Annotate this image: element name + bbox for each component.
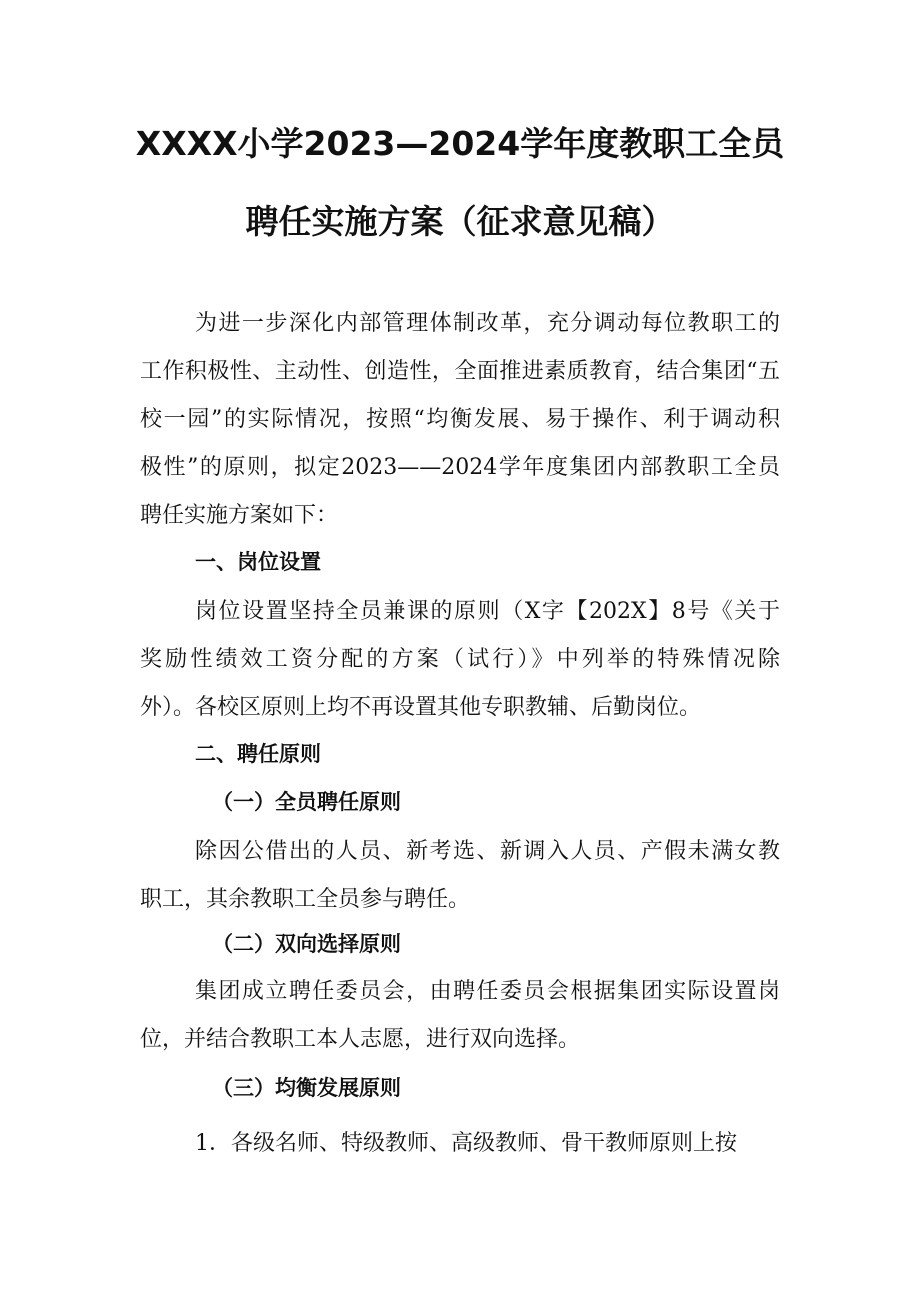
section-2-sub-1-line-2: 职工，其余教职工全员参与聘任。	[140, 887, 471, 912]
document-title-line-1: XXXX小学2023—2024学年度教职工全员	[135, 124, 785, 163]
section-1-line-1: 岗位设置坚持全员兼课的原则（X字【202X】8号《关于	[195, 599, 780, 624]
section-1-heading: 一、岗位设置	[195, 550, 321, 574]
section-2-sub-2-line-2: 位，并结合教职工本人志愿，进行双向选择。	[140, 1027, 581, 1052]
section-2-sub-3-heading: （三）均衡发展原则	[212, 1076, 401, 1100]
section-2-sub-1-line-1: 除因公借出的人员、新考选、新调入人员、产假未满女教	[195, 839, 780, 864]
intro-line-2: 工作积极性、主动性、创造性，全面推进素质教育，结合集团“五	[140, 359, 780, 384]
section-2-sub-3-line-1: 1．各级名师、特级教师、高级教师、骨干教师原则上按	[195, 1131, 737, 1156]
document-title-line-2: 聘任实施方案（征求意见稿）	[245, 202, 675, 241]
section-1-line-3: 外）。各校区原则上均不再设置其他专职教辅、后勤岗位。	[140, 695, 702, 720]
section-2-sub-2-heading: （二）双向选择原则	[212, 932, 401, 956]
section-2-sub-2-line-1: 集团成立聘任委员会，由聘任委员会根据集团实际设置岗	[195, 979, 780, 1004]
intro-line-3: 校一园”的实际情况，按照“均衡发展、易于操作、利于调动积	[140, 407, 780, 432]
intro-line-5: 聘任实施方案如下：	[140, 503, 339, 528]
section-2-heading: 二、聘任原则	[195, 742, 321, 766]
section-1-line-2: 奖励性绩效工资分配的方案（试行）》中列举的特殊情况除	[140, 647, 780, 672]
intro-line-4: 极性”的原则，拟定2023——2024学年度集团内部教职工全员	[140, 455, 780, 480]
section-2-sub-1-heading: （一）全员聘任原则	[212, 790, 401, 814]
intro-line-1: 为进一步深化内部管理体制改革，充分调动每位教职工的	[195, 311, 780, 336]
